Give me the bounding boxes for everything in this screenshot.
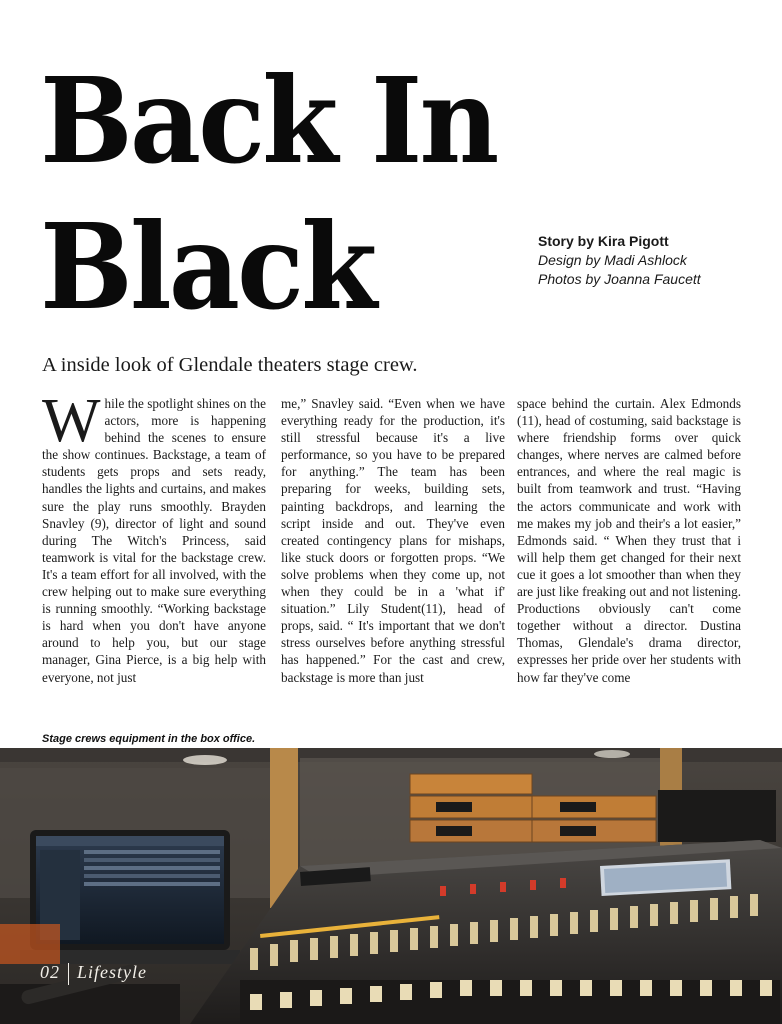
column-3-text: space behind the curtain. Alex Edmonds (11), head of costuming, said backstage is where friendship forms over quick changes, where nerves are calmed before entrances, and where the real magic is built from teamwork and trust. “Having the actors communicate and work with me makes my job and their's a lot easier,” Edmonds said. “ When they trust that i will help them get changed for their next cue it goes a lot smoother than when they are just like freaking out and not listening. Productions obviously can't come together without a director. Dustina Thomas, Glendale's drama director, expresses her pride over her students with how far they've come (517, 396, 741, 685)
story-credit: Story by Kira Pigott (538, 233, 669, 249)
article-column-2 (281, 395, 505, 686)
folio-divider (68, 963, 69, 985)
drop-cap: W (42, 387, 101, 455)
section-name: Lifestyle (77, 962, 147, 982)
column-1-text: hile the spotlight shines on the actors, more is happening behind the scenes to ensure the show continues. Backstage, a team of students gets props and sets ready, handles the lights and curtains, and makes sure the play runs smoothly. Brayden Snavley (9), director of light and sound during The Witch's Princess, said teamwork is vital for the backstage crew. It's a team effort for all involved, with the crew helping out to make sure everything is running smoothly. “Working backstage is hard when you don't have anyone around to help you, but our stage manager, Gina Pierce, is a big help with everyone, not just (42, 396, 266, 685)
photo-credit: Photos by Joanna Faucett (538, 271, 701, 287)
headline (40, 48, 497, 340)
page-folio (40, 962, 147, 985)
byline (538, 232, 701, 289)
design-credit: Design by Madi Ashlock (538, 252, 687, 268)
article-column-3 (517, 395, 741, 686)
article-column-1 (42, 387, 266, 686)
page-number: 02 (40, 962, 60, 982)
headline-line-2: Black (40, 197, 375, 336)
subheadline: A inside look of Glendale theaters stage crew. (42, 354, 418, 376)
headline-line-1: Back In (40, 51, 497, 190)
column-2-text: me,” Snavley said. “Even when we have everything ready for the production, it's still stressful because it's a live performance, so you have to be prepared for anything.” The team has been preparing for weeks, building sets, painting backdrops, and learning the script inside and out. They've even created contingency plans for mishaps, like stuck doors or forgotten props. “We solve problems when they come up, not when they could be in a 'what if' situation.” Lily Student(11), head of props, said. “ It's important that we don't stress ourselves before anything stressful has happened.” For the cast and crew, backstage is more than just (281, 396, 505, 685)
photo-caption: Stage crews equipment in the box office. (42, 733, 256, 745)
